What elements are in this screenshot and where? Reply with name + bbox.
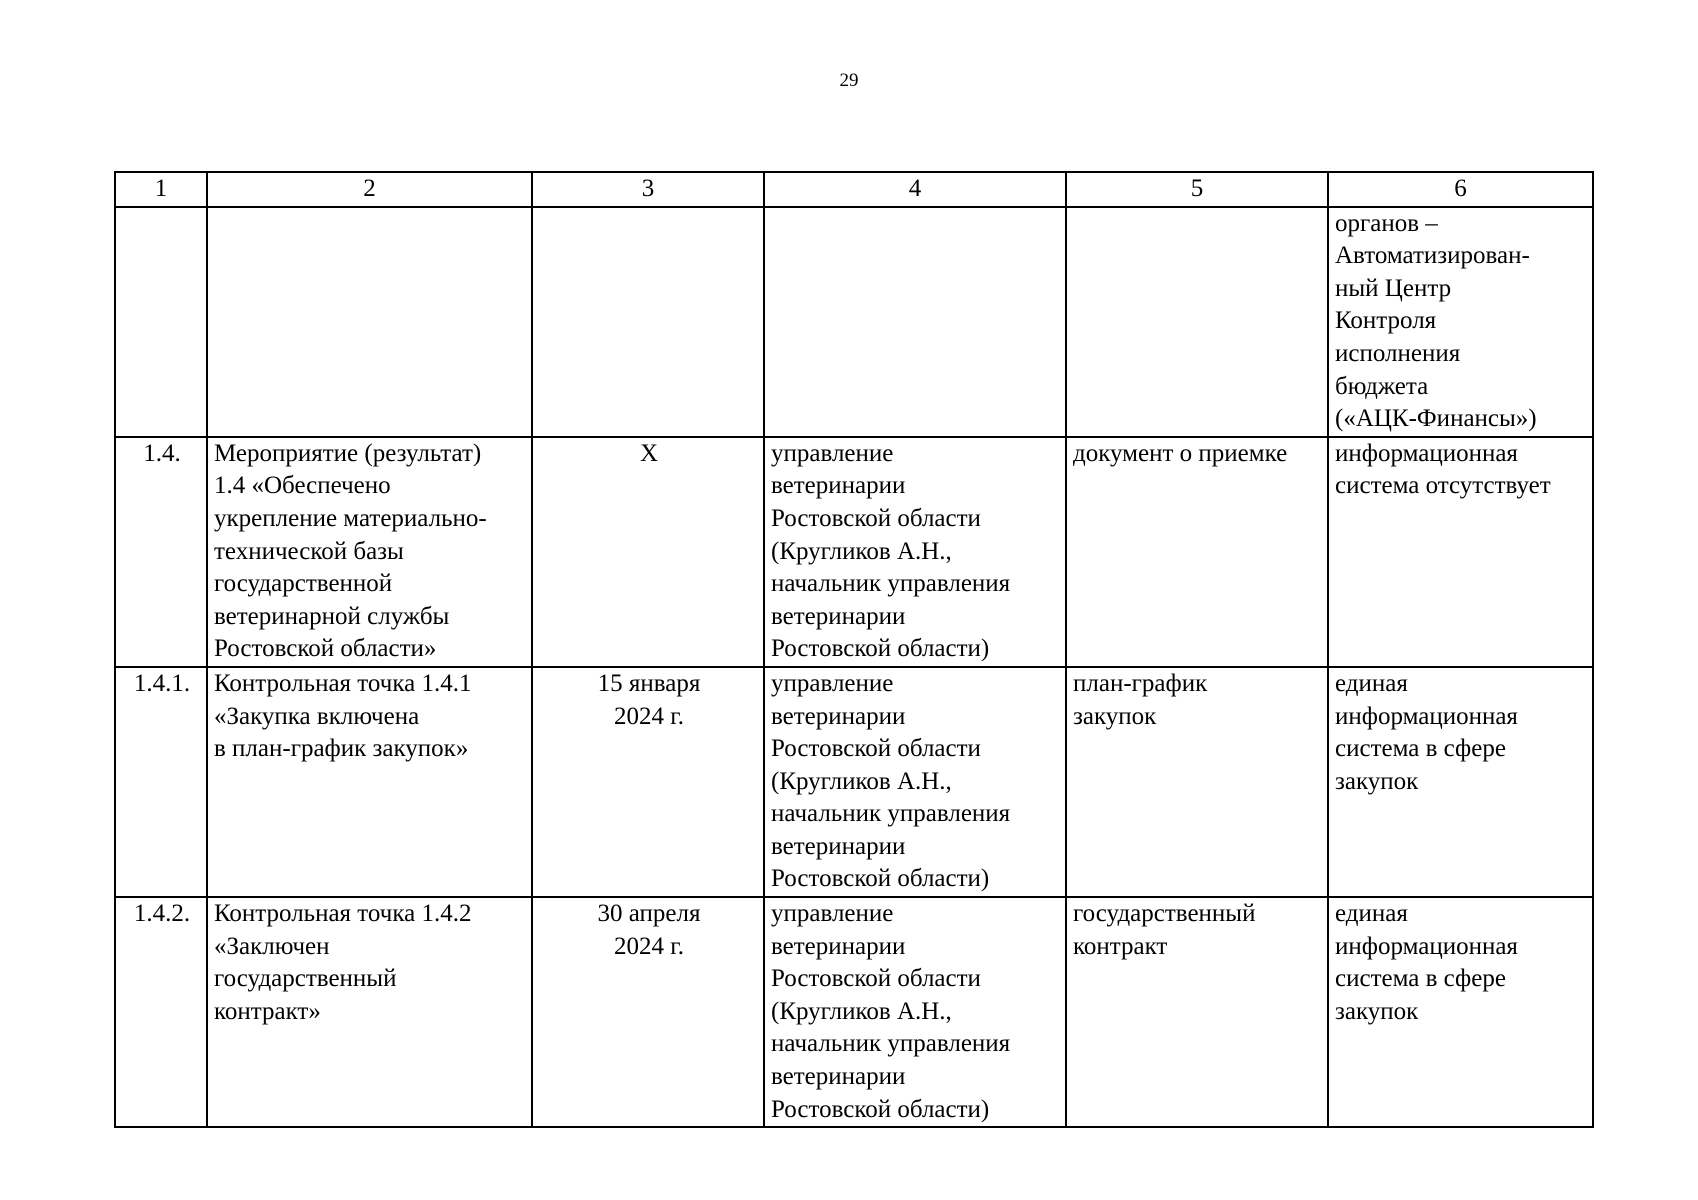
document-cell	[1066, 437, 1328, 667]
cell-text-line: Ростовской области)	[771, 1095, 990, 1123]
document-cell	[1066, 897, 1328, 1127]
activity-name-cell	[207, 437, 532, 667]
deadline-cell	[532, 667, 764, 897]
cell-text-line: закупок	[1335, 997, 1419, 1025]
information-system-cell	[1328, 207, 1593, 437]
cell-text-line: система в сфере	[1335, 735, 1506, 763]
cell-text-line: начальник управления	[771, 800, 1011, 828]
cell-text-line: контракт»	[214, 997, 321, 1025]
cell-text-line: Контрольная точка 1.4.2	[214, 900, 472, 928]
deadline-cell	[532, 897, 764, 1127]
cell-text-line: Ростовской области»	[214, 635, 437, 663]
table-row	[115, 207, 1593, 437]
cell-text-line: Ростовской области	[771, 735, 981, 763]
cell-text-line: управление	[771, 669, 894, 697]
cell-text-line: ветеринарии	[771, 1063, 906, 1091]
cell-text-line: исполнения	[1335, 339, 1461, 367]
cell-text-line: в план-график закупок»	[214, 735, 469, 763]
cell-text-line: 2024 г.	[614, 932, 684, 960]
column-header: 4	[764, 172, 1066, 207]
cell-text-line: (Кругликов А.Н.,	[771, 537, 952, 565]
cell-text-line: единая	[1335, 669, 1408, 697]
cell-text-line: Контрольная точка 1.4.1	[214, 669, 472, 697]
cell-text-line: закупок	[1073, 702, 1157, 730]
cell-text-line: ветеринарии	[771, 602, 906, 630]
cell-text-line: технической базы	[214, 537, 404, 565]
cell-text-line: закупок	[1335, 767, 1419, 795]
information-system-cell	[1328, 667, 1593, 897]
cell-text-line: бюджета	[1335, 372, 1429, 400]
row-number-cell: 1.4.2.	[115, 897, 207, 1127]
cell-text-line: государственной	[214, 570, 393, 598]
row-number-cell: 1.4.1.	[115, 667, 207, 897]
cell-text-line: Х	[639, 439, 659, 467]
row-number-cell: 1.4.	[115, 437, 207, 667]
cell-text-line: 30 апреля	[597, 900, 701, 928]
document-cell	[1066, 207, 1328, 437]
cell-text-line: начальник управления	[771, 570, 1011, 598]
cell-text-line: ветеринарной службы	[214, 602, 450, 630]
cell-text-line: 2024 г.	[614, 702, 684, 730]
table-row	[115, 667, 1593, 897]
cell-text-line: ветеринарии	[771, 702, 906, 730]
information-system-cell	[1328, 897, 1593, 1127]
cell-text-line: («АЦК-Финансы»)	[1335, 405, 1537, 433]
information-system-cell	[1328, 437, 1593, 667]
cell-text-line: ветеринарии	[771, 472, 906, 500]
cell-text-line: управление	[771, 439, 894, 467]
cell-text-line: управление	[771, 900, 894, 928]
cell-text-line: Ростовской области)	[771, 865, 990, 893]
table-row	[115, 437, 1593, 667]
column-header: 5	[1066, 172, 1328, 207]
activity-name-cell	[207, 207, 532, 437]
cell-text-line: государственный	[214, 965, 397, 993]
cell-text-line: Мероприятие (результат)	[214, 439, 482, 467]
table-row	[115, 897, 1593, 1127]
cell-text-line: укрепление материально-	[214, 504, 487, 532]
deadline-cell	[532, 437, 764, 667]
activity-name-cell	[207, 897, 532, 1127]
column-header: 2	[207, 172, 532, 207]
cell-text-line: государственный	[1073, 900, 1256, 928]
responsible-cell	[764, 897, 1066, 1127]
cell-text-line: Ростовской области)	[771, 635, 990, 663]
cell-text-line: «Закупка включена	[214, 702, 420, 730]
cell-text-line: ветеринарии	[771, 832, 906, 860]
cell-text-line: информационная	[1335, 932, 1518, 960]
cell-text-line: документ о приемке	[1073, 439, 1288, 467]
cell-text-line: Автоматизирован-	[1335, 242, 1530, 270]
cell-text-line: Ростовской области	[771, 965, 981, 993]
cell-text-line: Контроля	[1335, 307, 1437, 335]
document-cell	[1066, 667, 1328, 897]
cell-text-line: (Кругликов А.Н.,	[771, 767, 952, 795]
cell-text-line: Ростовской области	[771, 504, 981, 532]
column-header: 6	[1328, 172, 1593, 207]
table-header-row	[115, 172, 1593, 207]
column-header: 3	[532, 172, 764, 207]
cell-text-line: контракт	[1073, 932, 1168, 960]
cell-text-line: информационная	[1335, 439, 1518, 467]
cell-text-line: «Заключен	[214, 932, 330, 960]
cell-text-line: (Кругликов А.Н.,	[771, 997, 952, 1025]
cell-text-line: информационная	[1335, 702, 1518, 730]
responsible-cell	[764, 207, 1066, 437]
document-table	[114, 171, 1594, 1128]
cell-text-line: ный Центр	[1335, 274, 1452, 302]
cell-text-line: ветеринарии	[771, 932, 906, 960]
column-header: 1	[115, 172, 207, 207]
cell-text-line: 1.4 «Обеспечено	[214, 472, 391, 500]
page-number: 29	[839, 70, 859, 91]
cell-text-line: органов –	[1335, 209, 1438, 237]
cell-text-line: система отсутствует	[1335, 472, 1551, 500]
cell-text-line: начальник управления	[771, 1030, 1011, 1058]
cell-text-line: система в сфере	[1335, 965, 1506, 993]
cell-text-line: план-график	[1073, 669, 1208, 697]
responsible-cell	[764, 667, 1066, 897]
cell-text-line: единая	[1335, 900, 1408, 928]
activity-name-cell	[207, 667, 532, 897]
responsible-cell	[764, 437, 1066, 667]
deadline-cell	[532, 207, 764, 437]
row-number-cell	[115, 207, 207, 437]
cell-text-line: 15 января	[597, 669, 701, 697]
